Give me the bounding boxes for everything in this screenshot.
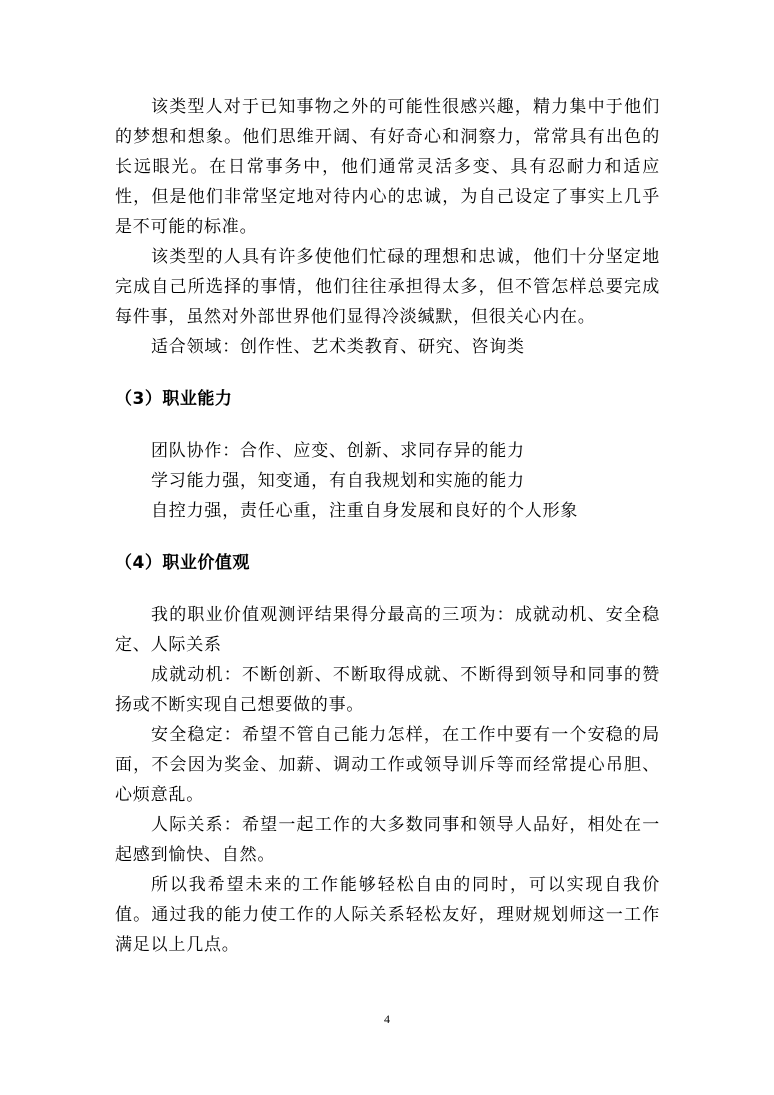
values-paragraph-1: 我的职业价值观测评结果得分最高的三项为：成就动机、安全稳定、人际关系 <box>115 605 660 655</box>
spacer <box>115 414 660 436</box>
section-heading-career-ability: （3）职业能力 <box>115 389 233 409</box>
values-paragraph-2: 成就动机：不断创新、不断取得成就、不断得到领导和同事的赞扬或不断实现自己想要做的事。 <box>115 665 660 715</box>
values-paragraph-4: 人际关系：希望一起工作的大多数同事和领导人品好，相处在一起感到愉快、自然。 <box>115 815 660 865</box>
intro-paragraph-2: 该类型的人具有许多使他们忙碌的理想和忠诚，他们十分坚定地完成自己所选择的事情，他们往往承担得太多，但不管怎样总要完成每件事，虽然对外部世界他们显得冷淡缄默，但很关心内在。 <box>115 247 660 327</box>
spacer <box>115 578 660 600</box>
section-heading-career-values: （4）职业价值观 <box>115 553 250 573</box>
intro-paragraph-1: 该类型人对于已知事物之外的可能性很感兴趣，精力集中于他们的梦想和想象。他们思维开阔、有好奇心和洞察力，常常具有出色的长远眼光。在日常事务中，他们通常灵活多变、具有忍耐力和适应性，但是他们非常坚定地对待内心的忠诚，为自己设定了事实上几乎是不可能的标准。 <box>115 97 660 237</box>
spacer <box>115 362 660 384</box>
ability-line-2: 学习能力强，知变通，有自我规划和实施的能力 <box>151 471 525 491</box>
suitable-fields-paragraph: 适合领域：创作性、艺术类教育、研究、咨询类 <box>151 337 525 357</box>
spacer <box>115 526 660 548</box>
ability-line-1: 团队协作：合作、应变、创新、求同存异的能力 <box>151 441 525 461</box>
values-paragraph-5: 所以我希望未来的工作能够轻松自由的同时，可以实现自我价值。通过我的能力使工作的人际关系轻松友好，理财规划师这一工作满足以上几点。 <box>115 875 660 955</box>
ability-line-3: 自控力强，责任心重，注重自身发展和良好的个人形象 <box>151 501 579 521</box>
values-paragraph-3: 安全稳定：希望不管自己能力怎样，在工作中要有一个安稳的局面，不会因为奖金、加薪、调动工作或领导训斥等而经常提心吊胆、心烦意乱。 <box>115 725 660 805</box>
page-body <box>115 92 660 960</box>
page-number: 4 <box>384 1012 390 1026</box>
